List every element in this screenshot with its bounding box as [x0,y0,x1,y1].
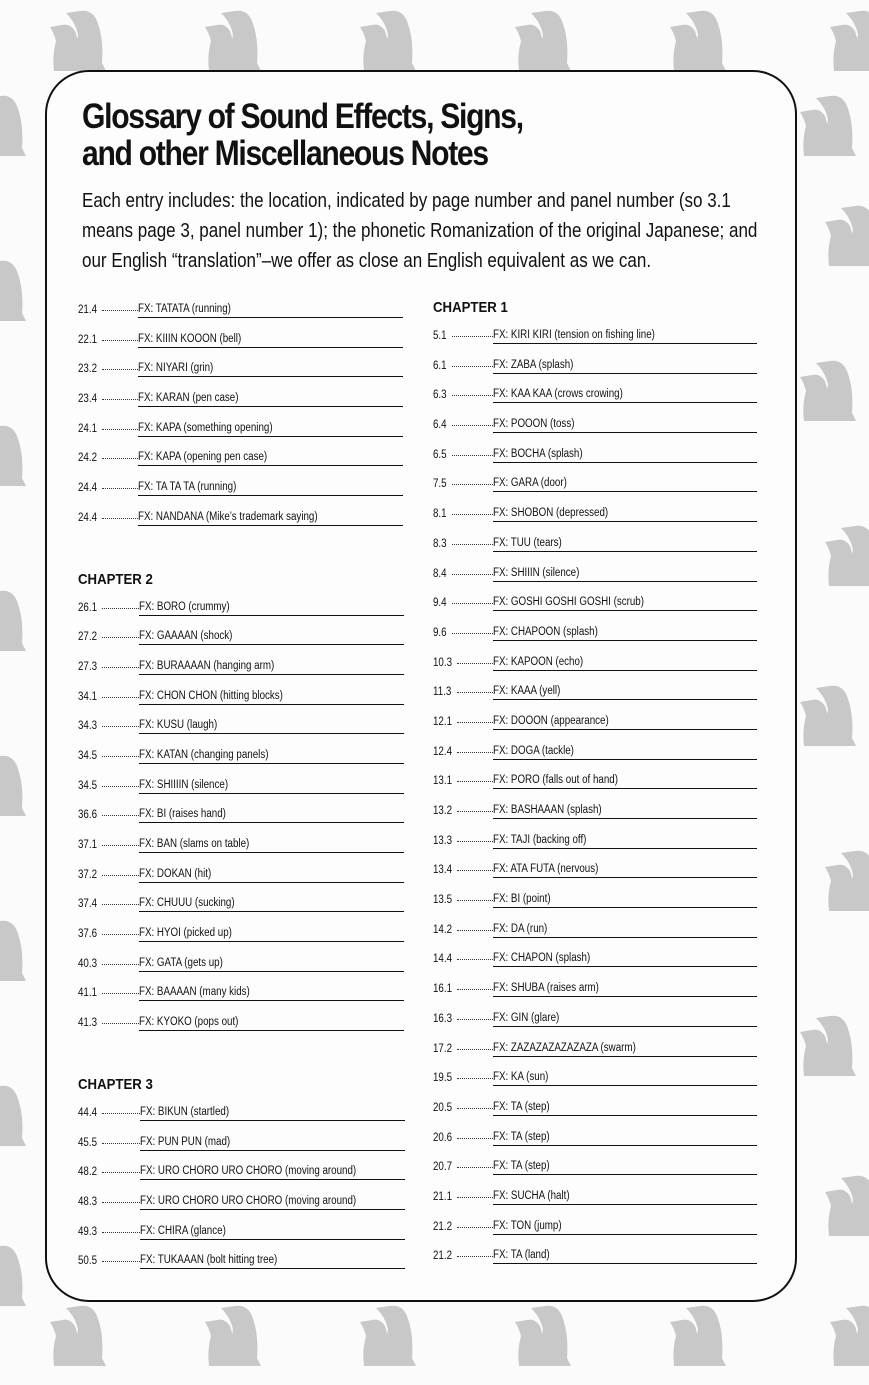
entry-sound-effect: FX: SHIIIIN (silence) [139,777,404,794]
penguin-icon [0,90,50,170]
penguin-icon [0,255,50,335]
leader-line [102,1202,140,1203]
leader-line [457,1227,493,1228]
entry-location: 48.2 [78,1166,98,1179]
entry-sound-effect: FX: TAJI (backing off) [493,832,757,849]
glossary-entry [433,477,763,507]
entry-location: 20.5 [433,1101,453,1114]
leader-line [102,934,139,935]
leader-line [102,1172,140,1173]
leader-line [102,1232,140,1233]
glossary-entry [78,601,408,631]
glossary-entry [78,808,408,838]
entry-sound-effect: FX: BASHAAAN (splash) [493,802,757,819]
entry-location: 27.2 [78,631,98,644]
glossary-entry [433,1131,763,1161]
leader-line [102,667,139,668]
glossary-entry [433,863,763,893]
entry-sound-effect: FX: NANDANA (Mike’s trademark saying) [138,509,403,526]
glossary-entry [433,656,763,686]
entry-location: 6.5 [433,448,447,461]
entry-location: 23.4 [78,393,98,406]
entry-sound-effect: FX: KARAN (pen case) [138,390,403,407]
entry-sound-effect: FX: BURAAAAN (hanging arm) [139,658,404,675]
leader-line [457,1049,493,1050]
glossary-entry [433,1190,763,1220]
entry-location: 12.1 [433,715,453,728]
left-column [78,303,408,1284]
chapter-2-heading: CHAPTER 2 [78,570,153,588]
penguin-icon [0,750,50,830]
entry-location: 24.4 [78,482,98,495]
glossary-entry [433,685,763,715]
entry-location: 34.5 [78,749,98,762]
entry-sound-effect: FX: TUKAAAN (bolt hitting tree) [140,1252,405,1269]
leader-line [452,544,493,545]
leader-line [457,752,493,753]
glossary-entry [433,1160,763,1190]
entry-location: 41.1 [78,987,98,1000]
penguin-icon [505,1300,595,1380]
leader-line [102,964,139,965]
entry-location: 34.5 [78,779,98,792]
penguin-icon [820,1300,869,1380]
glossary-entry [433,596,763,626]
entry-sound-effect: FX: TATATA (running) [138,301,403,318]
entry-sound-effect: FX: BAN (slams on table) [139,836,404,853]
penguin-icon [350,1300,440,1380]
glossary-entry [78,986,408,1016]
entry-sound-effect: FX: KAPA (something opening) [138,420,403,437]
leader-line [457,1256,493,1257]
glossary-entry [433,1220,763,1250]
glossary-entry [433,1071,763,1101]
leader-line [452,484,493,485]
entry-location: 6.3 [433,389,447,402]
title-line-1: Glossary of Sound Effects, Signs, [82,97,523,136]
glossary-entry [433,537,763,567]
glossary-entry [78,660,408,690]
entry-location: 17.2 [433,1042,453,1055]
entry-sound-effect: FX: DOOON (appearance) [493,713,757,730]
penguin-icon [820,5,869,85]
entry-location: 21.4 [78,304,98,316]
glossary-entry [78,1106,408,1136]
leader-line [102,904,139,905]
glossary-entry [78,303,408,333]
glossary-entry [433,448,763,478]
leader-line [457,722,493,723]
glossary-entry [78,690,408,720]
leader-line [102,756,139,757]
entry-location: 23.2 [78,363,98,376]
leader-line [457,1167,493,1168]
entry-sound-effect: FX: KAA KAA (crows crowing) [493,386,757,403]
leader-line [102,637,139,638]
leader-line [457,870,493,871]
leader-line [102,726,139,727]
leader-line [457,663,493,664]
entry-sound-effect: FX: KIIIN KOOON (bell) [138,331,403,348]
leader-line [102,1113,140,1114]
entry-sound-effect: FX: GOSHI GOSHI GOSHI (scrub) [493,594,757,611]
section-gap [78,1046,408,1076]
penguin-icon [0,915,50,995]
glossary-entry [78,362,408,392]
glossary-entry [433,1042,763,1072]
leader-line [452,603,493,604]
glossary-entry [78,1225,408,1255]
glossary-entry [78,1136,408,1166]
glossary-entry [433,388,763,418]
glossary-entry [78,957,408,987]
leader-line [102,340,138,341]
glossary-entry [433,893,763,923]
entry-location: 13.1 [433,775,453,788]
entry-location: 12.4 [433,745,453,758]
entry-location: 37.2 [78,868,98,881]
entry-location: 6.4 [433,419,447,432]
glossary-entry [78,333,408,363]
leader-line [457,811,493,812]
entry-sound-effect: FX: ATA FUTA (nervous) [493,861,757,878]
entry-sound-effect: FX: GAAAAN (shock) [139,628,404,645]
leader-line [457,692,493,693]
entry-location: 14.4 [433,953,453,966]
entry-location: 13.4 [433,864,453,877]
leader-line [457,841,493,842]
entry-location: 48.3 [78,1195,98,1208]
glossary-entry [433,1012,763,1042]
entry-sound-effect: FX: TA (step) [493,1158,757,1175]
glossary-entry [433,923,763,953]
entry-location: 8.1 [433,508,447,521]
glossary-entry [433,982,763,1012]
leader-line [102,815,139,816]
entry-sound-effect: FX: BOCHA (splash) [493,446,757,463]
entry-sound-effect: FX: TA TA TA (running) [138,479,403,496]
glossary-entry [78,392,408,422]
entry-sound-effect: FX: BIKUN (startled) [140,1104,405,1121]
glossary-entry [78,481,408,511]
entry-location: 26.1 [78,601,98,614]
entry-location: 41.3 [78,1017,98,1030]
leader-line [102,310,138,311]
entry-sound-effect: FX: TON (jump) [493,1218,757,1235]
entry-location: 8.3 [433,537,447,550]
entry-location: 13.2 [433,805,453,817]
glossary-entry [78,838,408,868]
penguin-icon [790,1010,869,1090]
entry-location: 7.5 [433,478,447,491]
glossary-entry [433,1101,763,1131]
glossary-entry [433,715,763,745]
leader-line [452,366,493,367]
entry-location: 24.2 [78,452,98,465]
entry-sound-effect: FX: KAPOON (echo) [493,654,757,671]
section-gap [78,541,408,571]
entry-location: 20.6 [433,1131,453,1144]
glossary-entry [433,359,763,389]
penguin-icon [0,585,50,665]
penguin-icon [790,90,869,170]
entry-location: 36.6 [78,809,98,822]
entry-sound-effect: FX: KYOKO (pops out) [139,1014,404,1031]
entry-sound-effect: FX: KAPA (opening pen case) [138,449,403,466]
entry-sound-effect: FX: KUSU (laugh) [139,717,404,734]
entry-location: 6.1 [433,359,447,372]
entry-sound-effect: FX: NIYARI (grin) [138,360,403,377]
entry-location: 9.4 [433,597,447,610]
leader-line [452,574,493,575]
entry-location: 21.1 [433,1190,453,1203]
entry-sound-effect: FX: TUU (tears) [493,535,757,552]
entry-sound-effect: FX: KATAN (changing panels) [139,747,404,764]
glossary-entry [78,1195,408,1225]
entry-location: 19.5 [433,1072,453,1085]
entry-location: 16.1 [433,983,453,996]
glossary-entry [433,507,763,537]
entry-location: 8.4 [433,567,447,580]
entry-sound-effect: FX: ZABA (splash) [493,357,757,374]
entry-sound-effect: FX: SHUBA (raises arm) [493,980,757,997]
intro-paragraph [82,186,763,276]
leader-line [457,781,493,782]
chapter-1-heading: CHAPTER 1 [433,299,508,316]
glossary-entry [78,630,408,660]
entry-location: 37.1 [78,839,98,851]
entry-sound-effect: FX: TA (land) [493,1247,757,1264]
right-column [433,299,763,1279]
entry-sound-effect: FX: KA (sun) [493,1069,757,1086]
leader-line [102,993,139,994]
entry-sound-effect: FX: SUCHA (halt) [493,1188,757,1205]
entry-location: 40.3 [78,957,98,970]
leader-line [102,1261,140,1262]
glossary-entry [433,329,763,359]
entry-location: 21.2 [433,1220,453,1233]
penguin-icon [790,355,869,435]
leader-line [102,399,138,400]
entry-sound-effect: FX: CHON CHON (hitting blocks) [139,688,404,705]
penguin-icon [195,1300,285,1380]
leader-line [102,429,138,430]
leader-line [102,875,139,876]
entry-location: 45.5 [78,1136,98,1149]
entry-sound-effect: FX: CHIRA (glance) [140,1223,405,1240]
entry-location: 11.3 [433,686,452,699]
entry-location: 20.7 [433,1161,453,1174]
title-line-2: and other Miscellaneous Notes [82,134,488,173]
leader-line [452,455,493,456]
leader-line [457,1019,493,1020]
entry-location: 9.6 [433,626,447,639]
leader-line [102,458,138,459]
leader-line [452,633,493,634]
entry-sound-effect: FX: DA (run) [493,921,757,938]
entry-sound-effect: FX: KIRI KIRI (tension on fishing line) [493,327,757,344]
entry-sound-effect: FX: DOGA (tackle) [493,743,757,760]
penguin-icon [0,1080,50,1160]
penguin-icon [815,1170,869,1250]
chapter-3-heading: CHAPTER 3 [78,1075,153,1093]
leader-line [452,336,493,337]
leader-line [102,1023,139,1024]
penguin-icon [815,200,869,280]
entry-sound-effect: FX: GATA (gets up) [139,955,404,972]
glossary-entry [78,897,408,927]
glossary-entry [433,567,763,597]
entry-location: 10.3 [433,656,453,669]
entry-sound-effect: FX: POOON (toss) [493,416,757,433]
entry-sound-effect: FX: BI (point) [493,891,757,908]
entry-location: 37.4 [78,898,98,911]
glossary-entry [78,868,408,898]
entry-location: 44.4 [78,1106,98,1119]
entry-sound-effect: FX: BORO (crummy) [139,599,404,616]
penguin-icon [40,1300,130,1380]
leader-line [102,845,139,846]
leader-line [452,425,493,426]
glossary-entry [433,745,763,775]
leader-line [102,488,138,489]
glossary-entry [433,1249,763,1279]
glossary-entry [433,626,763,656]
glossary-entry [78,1165,408,1195]
entry-sound-effect: FX: BI (raises hand) [139,806,404,823]
leader-line [457,1197,493,1198]
entry-sound-effect: FX: URO CHORO URO CHORO (moving around) [140,1193,405,1210]
entry-location: 34.1 [78,690,98,703]
glossary-entry [78,1254,408,1284]
glossary-entry [78,927,408,957]
leader-line [457,1108,493,1109]
leader-line [457,1138,493,1139]
entry-location: 13.3 [433,834,453,847]
leader-line [457,930,493,931]
glossary-entry [433,834,763,864]
leader-line [102,697,139,698]
glossary-entry [433,804,763,834]
entry-location: 37.6 [78,928,98,941]
entry-location: 13.5 [433,894,453,907]
entry-sound-effect: FX: DOKAN (hit) [139,866,404,883]
entry-location: 24.4 [78,511,98,524]
entry-sound-effect: FX: PORO (falls out of hand) [493,772,757,789]
entry-sound-effect: FX: CHAPOON (splash) [493,624,757,641]
glossary-entry [78,719,408,749]
entry-location: 27.3 [78,660,98,673]
leader-line [102,518,138,519]
glossary-entry [433,774,763,804]
entry-sound-effect: FX: URO CHORO URO CHORO (moving around) [140,1163,405,1180]
leader-line [457,1078,493,1079]
penguin-icon [815,520,869,600]
glossary-entry [433,952,763,982]
entry-sound-effect: FX: CHAPON (splash) [493,950,757,967]
intro-line-1: Each entry includes: the location, indicated by page number and panel number (so 3.1 [82,189,731,212]
entry-sound-effect: FX: ZAZAZAZAZAZAZA (swarm) [493,1040,757,1057]
entry-location: 14.2 [433,923,453,936]
entry-location: 21.2 [433,1250,453,1263]
entry-sound-effect: FX: BAAAAN (many kids) [139,984,404,1001]
leader-line [102,369,138,370]
entry-sound-effect: FX: KAAA (yell) [493,683,757,700]
glossary-entry [78,779,408,809]
leader-line [102,608,139,609]
leader-line [452,395,493,396]
leader-line [457,959,493,960]
entry-sound-effect: FX: HYOI (picked up) [139,925,404,942]
glossary-entry [78,422,408,452]
intro-line-2: means page 3, panel number 1); the phonetic Romanization of the original Japanese; and [82,219,758,242]
glossary-entry [78,511,408,541]
entry-sound-effect: FX: SHIIIN (silence) [493,565,757,582]
entry-sound-effect: FX: GARA (door) [493,475,757,492]
entry-location: 34.3 [78,720,98,733]
entry-sound-effect: FX: GIN (glare) [493,1010,757,1027]
entry-sound-effect: FX: SHOBON (depressed) [493,505,757,522]
entry-location: 5.1 [433,330,447,342]
penguin-icon [790,680,869,760]
entry-sound-effect: FX: CHUUU (sucking) [139,895,404,912]
entry-location: 22.1 [78,333,98,346]
glossary-entry [78,749,408,779]
entry-location: 24.1 [78,422,98,435]
entry-location: 16.3 [433,1012,453,1025]
glossary-entry [78,1016,408,1046]
entry-location: 49.3 [78,1225,98,1238]
leader-line [102,1143,140,1144]
entry-sound-effect: FX: TA (step) [493,1099,757,1116]
penguin-icon [660,1300,750,1380]
glossary-entry [78,451,408,481]
leader-line [457,989,493,990]
intro-line-3: our English “translation”–we offer as close an English equivalent as we can. [82,249,652,272]
entry-sound-effect: FX: PUN PUN (mad) [140,1134,405,1151]
glossary-entry [433,418,763,448]
leader-line [102,786,139,787]
entry-location: 50.5 [78,1255,98,1268]
entry-sound-effect: FX: TA (step) [493,1129,757,1146]
penguin-icon [0,420,50,500]
leader-line [452,514,493,515]
page-title [82,98,523,172]
penguin-icon [815,845,869,925]
leader-line [457,900,493,901]
